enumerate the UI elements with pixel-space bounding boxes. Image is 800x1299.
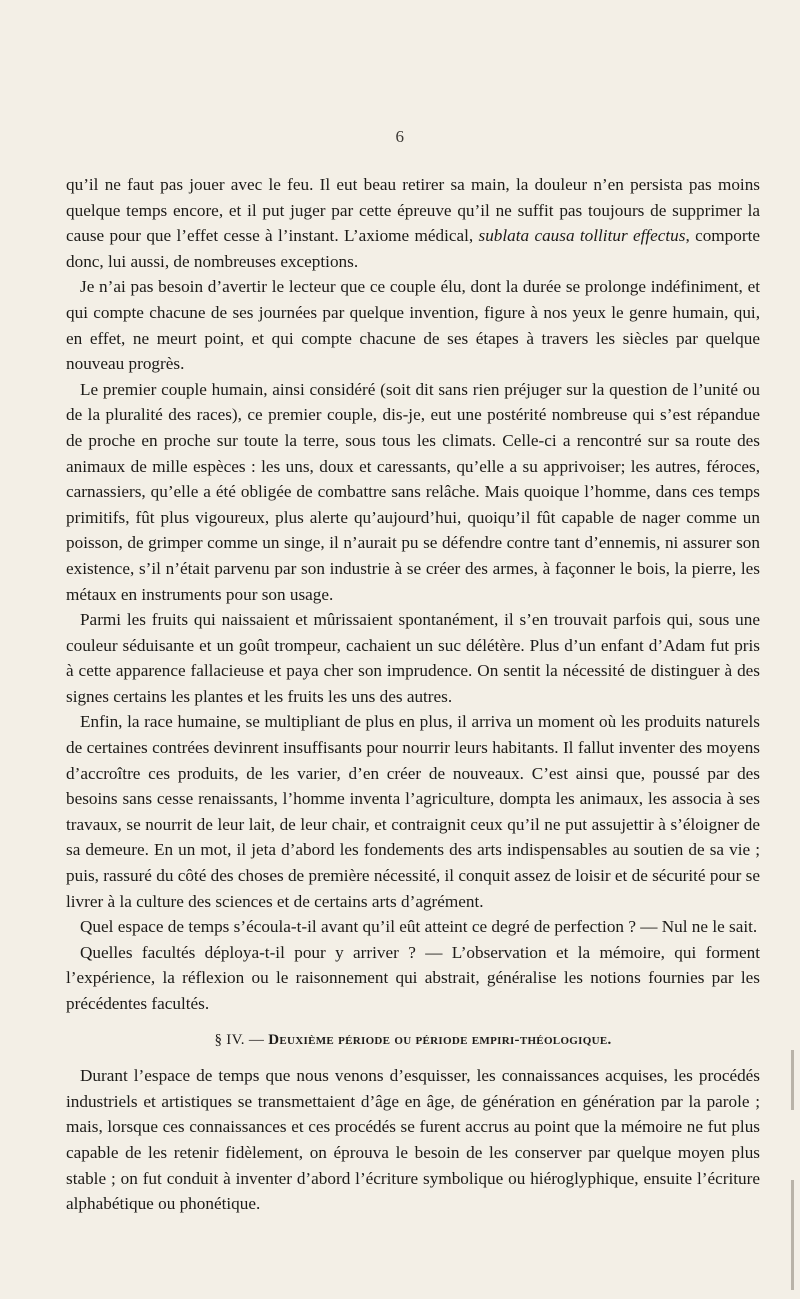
closing-paragraph-list [66, 1063, 760, 1217]
page-number: 6 [395, 127, 405, 146]
text-run: Durant l’espace de temps que nous venons d’esquisser, les connaissances acquises, les procédés industriels et artistiques se transmettaient d’âge en âge, de génération en génération par la parole ; mais, lorsque ces connaissances et ces procédés se furent accrus au point que la mémoire ne fut plus capable de les retenir fidèlement, on éprouva le besoin de les conserver par quelque moyen plus stable ; on fut conduit à inventer d’abord l’écriture symbolique ou hiéroglyphique, ensuite l’écriture alphabétique ou phonétique. [66, 1066, 760, 1214]
text-run: Quelles facultés déploya-t-il pour y arriver ? — L’observation et la mémoire, qui forment l’expérience, la réflexion ou le raisonnement qui abstrait, généralise les notions fournies par les précédentes facultés. [66, 942, 760, 1013]
text-run: Parmi les fruits qui naissaient et mûrissaient spontanément, il s’en trouvait parfois qui, sous une couleur séduisante et un goût trompeur, cachaient un suc délétère. Plus d’un enfant d’Adam fut pris à cette apparence fallacieuse et paya cher son imprudence. On sentit la nécessité de distinguer à des signes certains les plantes et les fruits les uns des autres. [66, 610, 760, 706]
section-heading [66, 1028, 760, 1054]
page-edge-shadow [791, 1180, 794, 1290]
text-run: Le premier couple humain, ainsi considéré (soit dit sans rien préjuger sur la question de l’unité ou de la pluralité des races), ce premier couple, dis-je, eut une postérité nombreuse qui s’est répandue de proche en proche sur toute la terre, sous tous les climats. Celle-ci a rencontré sur sa route des animaux de mille espèces : les uns, doux et caressants, qu’elle a su apprivoiser; les autres, féroces, carnassiers, qu’elle a été obligée de combattre sans relâche. Mais quoique l’homme, dans ces temps primitifs, fût plus vigoureux, plus alerte qu’aujourd’hui, quoiqu’il fût capable de nager comme un poisson, de grimper comme un singe, il n’aurait pu se défendre contre tant d’ennemis, ni assurer son existence, s’il n’était parvenu par son industrie à se créer des armes, à façonner le bois, la pierre, les métaux en instruments pour son usage. [66, 379, 760, 604]
text-run: , comporte donc, lui aussi, de nombreuses exceptions. [66, 226, 760, 271]
text-run: qu’il ne faut pas jouer avec le feu. Il eut beau retirer sa main, la douleur n’en persista pas moins quelque temps encore, et il put juger par cette épreuve qu’il ne suffit pas toujours de supprimer la cause pour que l’effet cesse à l’instant. L’axiome médical, [66, 175, 760, 246]
paragraph [66, 709, 760, 914]
page-body [66, 172, 760, 1217]
italic-phrase: sublata causa tollitur effectus [478, 226, 686, 246]
text-run: Je n’ai pas besoin d’avertir le lecteur que ce couple élu, dont la durée se prolonge indéfiniment, et qui compte chacune de ses journées par quelque invention, figure à nos yeux le genre humain, qui, en effet, ne meurt point, et qui compte chacune de ses étapes à travers les siècles par quelque nouveau progrès. [66, 277, 760, 374]
paragraph [66, 377, 760, 607]
paragraph [66, 940, 760, 1017]
page-edge-shadow [791, 1050, 794, 1110]
text-run: Enfin, la race humaine, se multipliant de plus en plus, il arriva un moment où les produits naturels de certaines contrées devinrent insuffisants pour nourrir leurs habitants. Il fallut inventer des moyens d’accroître ces produits, de les varier, d’en créer de nouveaux. C’est ainsi que, poussé par des besoins sans cesse renaissants, l’homme inventa l’agriculture, dompta les animaux, les associa à ses travaux, se nourrit de leur lait, de leur chair, et contraignit ceux qu’il ne put assujettir à s’éloigner de sa demeure. En un mot, il jeta d’abord les fondements des arts indispensables au soutien de sa vie ; puis, rassuré du côté des choses de première nécessité, il conquit assez de loisir et de sécurité pour se livrer à la culture des sciences et de certains arts d’agrément. [66, 712, 760, 911]
paragraph [66, 914, 760, 940]
paragraph [66, 1063, 760, 1217]
section-title: Deuxième période ou période empiri-théologique. [268, 1031, 612, 1048]
text-run: Quel espace de temps s’écoula-t-il avant qu’il eût atteint ce degré de perfection ? — Nul ne le sait. [80, 917, 758, 937]
paragraph [66, 607, 760, 709]
paragraph [66, 172, 760, 274]
paragraph [66, 274, 760, 376]
paragraph-list [66, 172, 760, 1017]
section-mark: § IV. — [214, 1031, 269, 1048]
